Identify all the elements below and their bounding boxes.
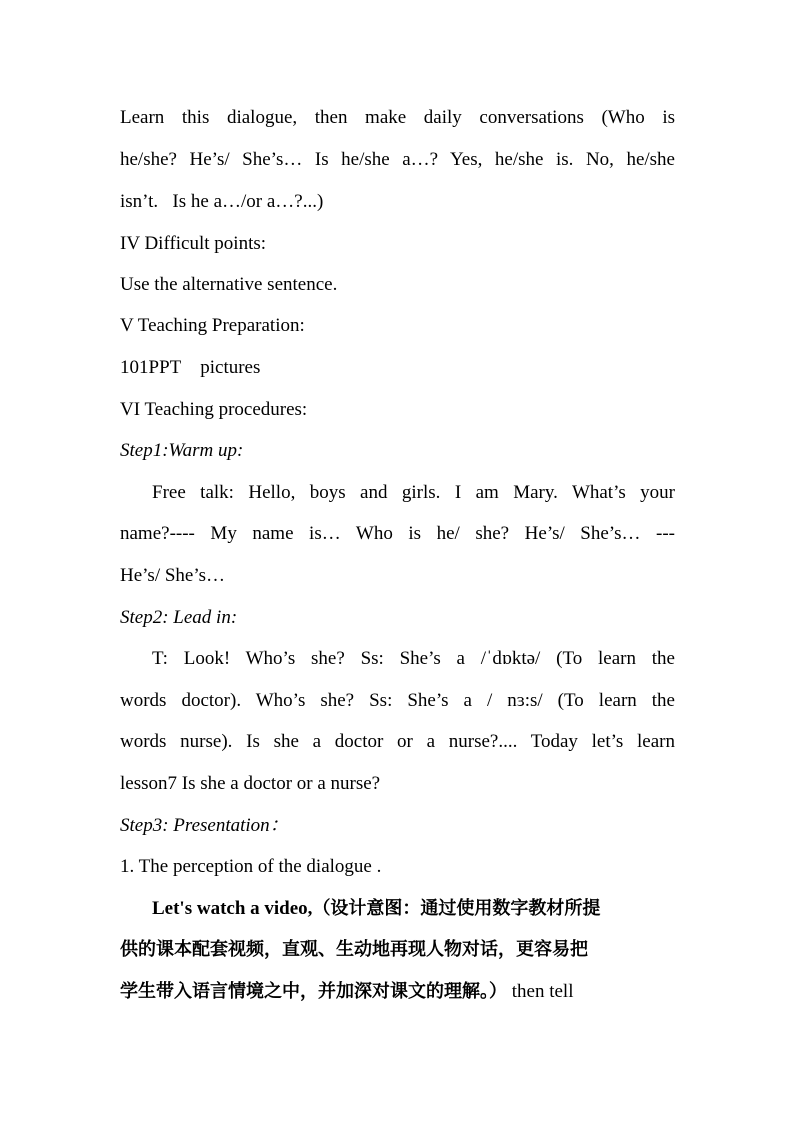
paragraph-line: he/she? He’s/ She’s… Is he/she a…? Yes, he/she is. No, he/she bbox=[120, 149, 675, 170]
section-heading-teaching-preparation: V Teaching Preparation: bbox=[120, 315, 305, 336]
paragraph-line bbox=[120, 980, 675, 1004]
paragraph-text: then tell bbox=[507, 981, 574, 1002]
section-heading-teaching-procedures: VI Teaching procedures: bbox=[120, 399, 308, 420]
section-heading-difficult-points: IV Difficult points: bbox=[120, 233, 267, 254]
paragraph-line: isn’t. Is he a…/or a…?...) bbox=[120, 191, 324, 212]
paragraph-line: name?---- My name is… Who is he/ she? He’s/ She’s… --- bbox=[120, 523, 675, 544]
bold-phrase: Let's watch a video, bbox=[152, 898, 313, 919]
paragraph-line bbox=[152, 897, 675, 921]
design-intent-note: 供的课本配套视频，直观、生动地再现人物对话，更容易把 bbox=[120, 939, 588, 960]
paragraph-line: lesson7 Is she a doctor or a nurse? bbox=[120, 773, 381, 794]
paragraph-line: 1. The perception of the dialogue . bbox=[120, 856, 382, 877]
paragraph-line: Use the alternative sentence. bbox=[120, 274, 338, 295]
design-intent-note: 学生带入语言情境之中，并加深对课文的理解。） bbox=[120, 981, 507, 1002]
paragraph-line: Free talk: Hello, boys and girls. I am Mary. What’s your bbox=[152, 482, 675, 503]
step-heading-warm-up: Step1:Warm up: bbox=[120, 440, 244, 461]
paragraph-line: T: Look! Who’s she? Ss: She’s a /ˈdɒktə/ (To learn the bbox=[152, 648, 675, 669]
step-heading-presentation: Step3: Presentation： bbox=[120, 815, 289, 836]
paragraph-line: 101PPT pictures bbox=[120, 357, 261, 378]
design-intent-note: （设计意图：通过使用数字教材所提 bbox=[312, 898, 601, 919]
paragraph-line: Learn this dialogue, then make daily conversations (Who is bbox=[120, 107, 675, 128]
paragraph-line: He’s/ She’s… bbox=[120, 565, 226, 586]
paragraph-line: words doctor). Who’s she? Ss: She’s a / nɜ:s/ (To learn the bbox=[120, 690, 675, 711]
paragraph-line: words nurse). Is she a doctor or a nurse?.... Today let’s learn bbox=[120, 731, 675, 752]
step-heading-lead-in: Step2: Lead in: bbox=[120, 607, 238, 628]
